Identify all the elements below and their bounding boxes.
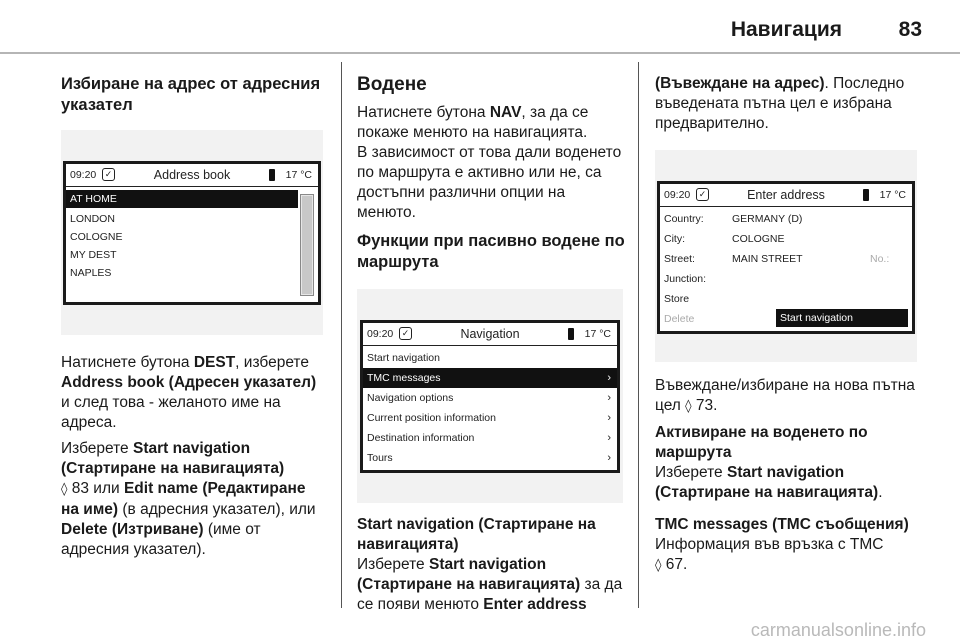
enter-address-screen (657, 181, 915, 334)
screen-time: 09:20 (367, 328, 394, 340)
chevron-right-icon: › (607, 412, 611, 424)
arrow-icon: ◊ (61, 482, 68, 497)
subheading-passive-guidance: Функции при пасивно водене по маршрута (357, 232, 625, 271)
page-header (0, 0, 960, 54)
section-heading-guidance: Водене (357, 74, 427, 95)
thermometer-icon (863, 189, 869, 201)
address-item[interactable]: LONDON (70, 213, 115, 225)
navigation-screen (360, 320, 620, 473)
screen-status-bar (363, 323, 617, 345)
menu-item[interactable]: Tours › (363, 448, 617, 468)
menu-item[interactable]: Navigation options › (363, 388, 617, 408)
menu-item[interactable]: Start navigation (367, 352, 440, 364)
paragraph: Натиснете бутона DEST, изберете Address book (Адресен указател) и след това - желаното име на адреса. (61, 354, 317, 431)
navigation-menu (363, 346, 617, 468)
chevron-right-icon: › (607, 452, 611, 464)
column-1 (61, 74, 327, 566)
form-row-street[interactable]: Street: MAIN STREET No.: (660, 249, 912, 269)
scrollbar-thumb[interactable] (302, 196, 312, 294)
screen-title: Enter address (747, 188, 825, 202)
screen-temperature: 17 °C (879, 189, 906, 201)
paragraph: Изберете Start navigation (Стартиране на навигацията) за да се появи менюто Enter address (357, 556, 623, 613)
screen-status-bar (66, 164, 318, 186)
page-number: 83 (898, 18, 922, 41)
form-row-junction[interactable]: Junction: (664, 273, 707, 285)
house-number-label: No.: (870, 253, 890, 265)
header-rule (0, 52, 960, 54)
screen-title: Address book (153, 168, 231, 182)
column-3 (655, 74, 925, 582)
paragraph: Изберете Start navigation (Стартиране на навигацията). (655, 464, 883, 501)
address-item[interactable]: AT HOME (66, 190, 298, 208)
paragraph: Въвеждане/избиране на нова пътна цел ◊ 73. (655, 377, 915, 414)
menu-item[interactable]: TMC messages › (363, 368, 617, 388)
paragraph: Информация във връзка с TMC ◊ 67. (655, 536, 884, 573)
store-option[interactable]: Store (664, 293, 690, 305)
delete-option[interactable]: Delete Start navigation (660, 309, 912, 329)
address-form (660, 207, 912, 329)
chevron-right-icon: › (607, 432, 611, 444)
address-list (66, 187, 318, 282)
menu-item[interactable]: Current position information › (363, 408, 617, 428)
paragraph: Изберете Start navigation (Стартиране на навигацията) ◊ 83 или Edit name (Редактиране на име) (в адресния указател), или Delete (Изтриване) (име от адресния указател). (61, 440, 316, 558)
subheading-start-navigation: Start navigation (Стартиране на навигацията) (357, 516, 596, 553)
address-item[interactable]: MY DEST (70, 249, 117, 261)
thermometer-icon (568, 328, 574, 340)
column-divider-1 (341, 62, 342, 608)
column-divider-2 (638, 62, 639, 608)
paragraph: Натиснете бутона NAV, за да се покаже менюто на навигацията. (357, 104, 589, 141)
enter-address-screenshot (655, 150, 917, 362)
subheading-activate-guidance: Активиране на воденето по маршрута (655, 424, 868, 461)
watermark: carmanualsonline.info (750, 620, 926, 640)
check-icon: ✓ (399, 327, 412, 340)
section-heading-address-book: Избиране на адрес от адресния указател (61, 75, 321, 114)
address-item[interactable]: NAPLES (70, 267, 112, 279)
check-icon: ✓ (102, 168, 115, 181)
screen-status-bar (660, 184, 912, 206)
form-row-country[interactable]: Country: GERMANY (D) (664, 213, 803, 225)
screen-temperature: 17 °C (285, 169, 312, 181)
address-book-screen (63, 161, 321, 305)
screen-temperature: 17 °C (584, 328, 611, 340)
check-icon: ✓ (696, 188, 709, 201)
menu-item[interactable]: Destination information › (363, 428, 617, 448)
chevron-right-icon: › (607, 372, 611, 384)
page-title: Навигация (730, 18, 842, 41)
paragraph: В зависимост от това дали воденето по маршрута е активно или не, са достъпни различни опции на менюто. (357, 144, 622, 221)
screen-time: 09:20 (664, 189, 691, 201)
form-row-city[interactable]: City: COLOGNE (664, 233, 785, 245)
screen-time: 09:20 (70, 169, 97, 181)
start-navigation-button[interactable]: Start navigation (776, 309, 908, 327)
paragraph: (Въвеждане на адрес). Последно въведената пътна цел е избрана предварително. (655, 75, 905, 132)
scrollbar[interactable] (300, 194, 314, 296)
thermometer-icon (269, 169, 275, 181)
chevron-right-icon: › (607, 392, 611, 404)
arrow-icon: ◊ (655, 558, 662, 573)
address-item[interactable]: COLOGNE (70, 231, 123, 243)
column-2 (357, 74, 627, 621)
navigation-screenshot (357, 289, 623, 503)
subheading-tmc-messages: TMC messages (TMC съобщения) (655, 516, 909, 533)
screen-title: Navigation (460, 327, 520, 341)
address-book-screenshot (61, 130, 323, 335)
arrow-icon: ◊ (685, 399, 692, 414)
